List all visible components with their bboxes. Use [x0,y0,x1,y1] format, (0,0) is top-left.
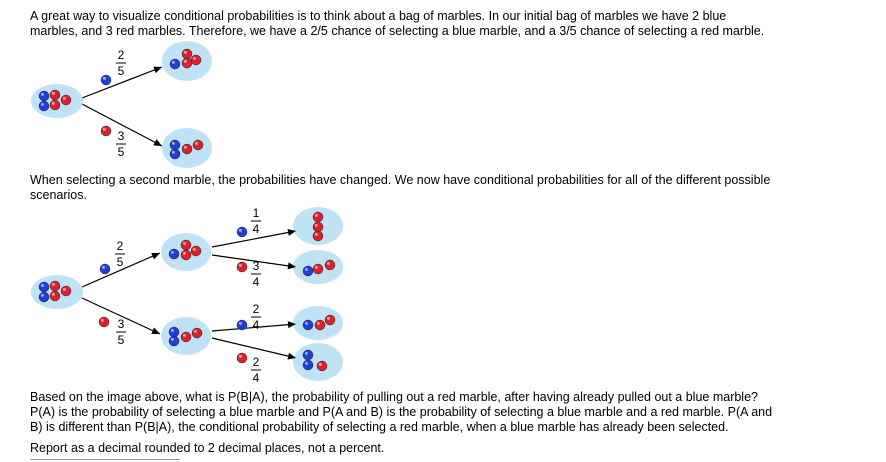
marble-highlight [183,242,186,245]
question-paragraph: Based on the image above, what is P(B|A), the probability of pulling out a red marble, after having already pulled out a blue marble? P(A) is the probability of selecting a blue marble and P(A and B) is the probability of selecting a blue marble and a red marble. P(A and B) is different than P(B|A), the conditional probability of selecting a red marble, when a blue marble has already been selected. [30,390,773,434]
marble-highlight [305,322,308,325]
red-marble [313,212,323,222]
marble-highlight [327,262,330,265]
marble-highlight [315,266,318,269]
red-marble [325,315,335,325]
fraction-first-red-denominator: 5 [117,333,125,347]
marble-highlight [101,319,104,322]
fraction-red-blue-denominator: 4 [252,318,260,332]
marble-highlight [194,330,197,333]
red-marble [181,332,191,342]
red-marble [192,328,202,338]
answer-input-border[interactable] [30,459,180,460]
blue-marble [303,360,313,370]
marble-highlight [239,355,242,358]
red-marble [313,222,323,232]
marble-highlight [171,338,174,341]
marble-bag [293,343,343,381]
marble-highlight [41,294,44,297]
marble-highlight [102,266,105,269]
fraction-red-numerator: 3 [117,129,125,143]
red-marble [50,281,60,291]
blue-marble [100,264,110,274]
marble-highlight [41,284,44,287]
marble-highlight [239,229,242,232]
marble-highlight [52,293,55,296]
fraction-first-red-numerator: 3 [117,317,125,331]
red-marble [325,260,335,270]
marble-highlight [327,317,330,320]
marble-highlight [319,363,322,366]
marble-highlight [183,334,186,337]
marble-highlight [171,329,174,332]
red-marble [99,317,109,327]
red-marble [237,353,247,363]
red-marble [181,250,191,260]
red-marble [237,262,247,272]
fraction-blue-red-numerator: 3 [252,259,260,273]
fraction-red-blue-numerator: 2 [252,302,260,316]
fraction-blue-red-denominator: 4 [252,275,260,289]
blue-marble [303,266,313,276]
marble-highlight [183,252,186,255]
blue-marble [39,292,49,302]
fraction-first-blue-numerator: 2 [116,239,124,253]
marble-highlight [52,283,55,286]
marble-highlight [239,322,242,325]
second-paragraph: When selecting a second marble, the probabilities have changed. We now have conditional probabilities for all of the different possible scenarios. [30,173,771,202]
marble-highlight [305,362,308,365]
fraction-blue-numerator: 2 [117,48,125,62]
fraction-first-blue-denominator: 5 [116,255,124,269]
red-marble [50,291,60,301]
red-marble [181,240,191,250]
marble-highlight [171,251,174,254]
blue-marble [169,249,179,259]
red-marble [315,320,325,330]
blue-marble [39,282,49,292]
marble-highlight [315,214,318,217]
fraction-red-red-numerator: 2 [252,355,260,369]
fraction-red-denominator: 5 [117,145,125,159]
marble-highlight [63,288,66,291]
blue-marble [303,320,313,330]
red-marble [313,231,323,241]
red-marble [191,246,201,256]
fraction-red-red-denominator: 4 [252,371,260,385]
marble-highlight [193,248,196,251]
marble-highlight [315,224,318,227]
fraction-blue-blue-denominator: 4 [252,222,260,236]
marble-highlight [305,268,308,271]
blue-marble [237,227,247,237]
marble-highlight [315,233,318,236]
red-marble [313,264,323,274]
blue-marble [169,336,179,346]
marble-highlight [239,264,242,267]
blue-marble [237,320,247,330]
blue-marble [169,327,179,337]
intro-paragraph: A great way to visualize conditional probabilities is to think about a bag of marbles. In our initial bag of marbles we have 2 blue marbles, and 3 red marbles. Therefore, we have a 2/5 chance of selecting a blue marble, and a 3/5 chance of selecting a red marble. [30,9,765,38]
red-marble [61,286,71,296]
fraction-blue-denominator: 5 [117,64,125,78]
fraction-blue-blue-numerator: 1 [252,206,260,220]
instruction-paragraph: Report as a decimal rounded to 2 decimal places, not a percent. [30,441,385,455]
marble-highlight [317,322,320,325]
marble-highlight [305,352,308,355]
blue-marble [303,350,313,360]
red-marble [317,361,327,371]
